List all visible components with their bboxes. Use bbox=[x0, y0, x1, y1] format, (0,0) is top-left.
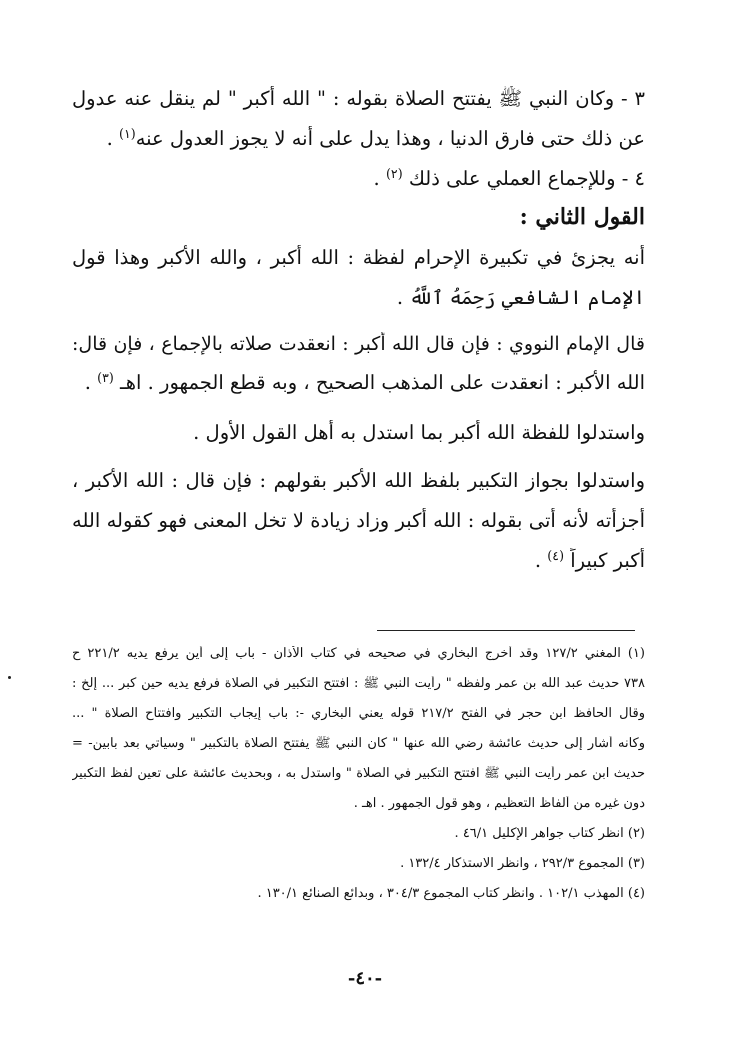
footnote-ref: (١) bbox=[119, 126, 136, 142]
footnote-line: (٢) انظر كتاب جواهر الإكليل ٤٦/١ . bbox=[454, 826, 645, 841]
body-text: أكبر كبيراً bbox=[564, 549, 645, 572]
body-text: عن ذلك حتى فارق الدنيا ، وهذا يدل على أنه لا يجوز العدول عنه bbox=[135, 127, 645, 150]
body-line bbox=[72, 370, 645, 395]
body-line: أجزأته لأنه أتى بقوله : الله أكبر وزاد زيادة لا تخل المعنى فهو كقوله الله bbox=[72, 509, 645, 532]
footnote-line: ٧٣٨ حديث عبد الله بن عمر ولفظه " رأيت النبي ﷺ : افتتح التكبير في الصلاة فرفع يديه حين كبر ... إلخ : bbox=[72, 676, 645, 691]
body-text: . bbox=[84, 371, 98, 394]
body-line: قال الإمام النووي : فإن قال الله أكبر : انعقدت صلاته بالإجماع ، فإن قال: bbox=[72, 333, 645, 355]
footnote-line: وكأنه أشار إلى حديث عائشة رضي الله عنها " كان النبي ﷺ يفتتح الصلاة بالتكبير " وسيأتي بعد بابين- = bbox=[72, 736, 645, 751]
section-heading: القول الثاني : bbox=[519, 204, 645, 230]
footnote-line: (١) المغني ١٢٧/٢ وقد أخرج البخاري في صحيحه في كتاب الأذان - باب إلى أين يرفع يديه ٢٢١/٢ ح bbox=[72, 646, 645, 661]
body-line bbox=[72, 548, 645, 573]
body-text: الله الأكبر : انعقدت على المذهب الصحيح ، وبه قطع الجمهور . اهـ bbox=[113, 371, 645, 394]
body-line: الإمام الشافعي رَحِمَهُ ٱللَّهُ . bbox=[396, 286, 645, 309]
body-line: واستدلوا بجواز التكبير بلفظ الله الأكبر بقولهم : فإن قال : الله الأكبر ، bbox=[72, 469, 645, 492]
body-line bbox=[72, 166, 645, 191]
body-text: ٤ - وللإجماع العملي على ذلك bbox=[402, 167, 645, 190]
body-line: أنه يجزئ في تكبيرة الإحرام لفظة : الله أكبر ، والله الأكبر وهذا قول bbox=[72, 246, 645, 269]
body-text: . bbox=[534, 549, 548, 572]
body-text: . bbox=[373, 167, 386, 190]
footnote-line: حديث ابن عمر رأيت النبي ﷺ افتتح التكبير في الصلاة " واستدل به ، وبحديث عائشة على تعين لفظ التكبير bbox=[72, 766, 645, 781]
footnote-line: (٤) المهذب ١٠٢/١ . وانظر كتاب المجموع ٣٠٤/٣ ، وبدائع الصنائع ١٣٠/١ . bbox=[257, 886, 645, 901]
footnote-line: وقال الحافظ ابن حجر في الفتح ٢١٧/٢ قوله يعني البخاري -: باب إيجاب التكبير وافتتاح الصلاة " ... bbox=[72, 706, 645, 721]
footnote-ref: (٤) bbox=[547, 548, 565, 564]
body-line bbox=[72, 126, 645, 151]
footnote-line: دون غيره من ألفاظ التعظيم ، وهو قول الجمهور . اهـ . bbox=[353, 796, 645, 811]
body-line: ٣ - وكان النبي ﷺ يفتتح الصلاة بقوله : " الله أكبر " لم ينقل عنه عدول bbox=[72, 87, 645, 110]
footnote-separator bbox=[377, 630, 635, 631]
body-text: . bbox=[106, 127, 119, 150]
page-number: -٤٠- bbox=[347, 968, 383, 989]
footnote-line: (٣) المجموع ٢٩٢/٣ ، وانظر الاستذكار ١٣٢/٤ . bbox=[400, 856, 645, 871]
margin-dot bbox=[8, 676, 11, 679]
footnote-ref: (٢) bbox=[385, 166, 403, 182]
body-line: واستدلوا للفظة الله أكبر بما استدل به أهل القول الأول . bbox=[193, 421, 645, 444]
footnote-ref: (٣) bbox=[97, 370, 114, 386]
